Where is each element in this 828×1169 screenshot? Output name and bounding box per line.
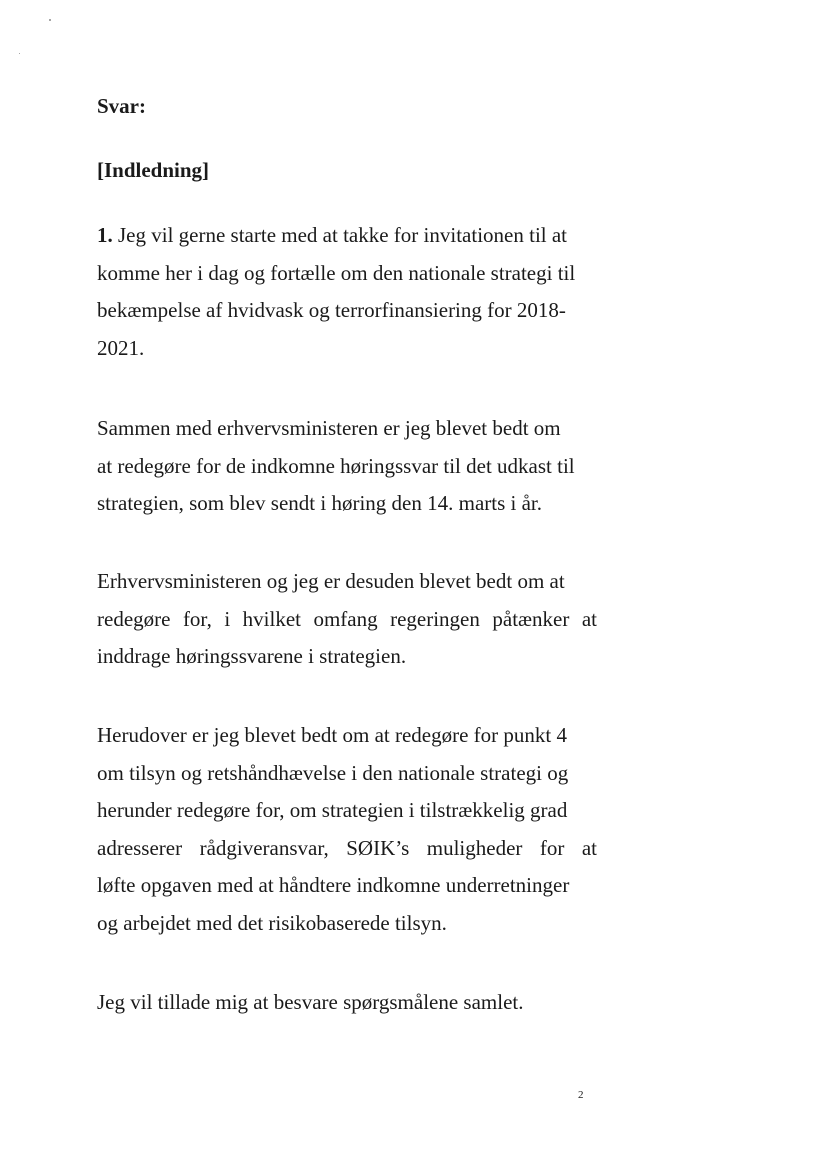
paragraph-line: Erhvervsministeren og jeg er desuden blevet bedt om at: [97, 569, 565, 593]
scan-speck: [19, 53, 20, 54]
intro-heading: [Indledning]: [97, 158, 210, 182]
paragraph-number: 1.: [97, 223, 113, 247]
paragraph-line-text: Jeg vil gerne starte med at takke for invitationen til at: [112, 223, 568, 247]
paragraph-line: Herudover er jeg blevet bedt om at redegøre for punkt 4: [97, 723, 567, 747]
scan-speck: [49, 19, 51, 21]
paragraph-line: og arbejdet med det risikobaserede tilsyn.: [97, 910, 447, 935]
paragraph-3: [97, 563, 597, 676]
paragraph-line: redegøre for, i hvilket omfang regeringen påtænker at: [97, 606, 597, 631]
paragraph-line: Sammen med erhvervsministeren er jeg blevet bedt om: [97, 416, 561, 440]
paragraph-line: at redegøre for de indkomne høringssvar til det udkast til: [97, 453, 575, 478]
paragraph-5: [97, 984, 524, 1022]
paragraph-2: [97, 410, 575, 523]
answer-heading: Svar:: [97, 94, 146, 118]
paragraph-line: løfte opgaven med at håndtere indkomne underretninger: [97, 873, 570, 897]
paragraph-line: 2021.: [97, 335, 145, 360]
page-number: 2: [578, 1089, 584, 1101]
paragraph-line: Jeg vil tillade mig at besvare spørgsmålene samlet.: [97, 990, 524, 1014]
paragraph-1: [97, 217, 575, 367]
paragraph-line: om tilsyn og retshåndhævelse i den nationale strategi og: [97, 760, 569, 785]
paragraph-line: komme her i dag og fortælle om den nationale strategi til: [97, 260, 576, 285]
paragraph-line: bekæmpelse af hvidvask og terrorfinansiering for 2018-: [97, 298, 566, 322]
paragraph-4: [97, 717, 597, 942]
paragraph-line: inddrage høringssvarene i strategien.: [97, 644, 407, 668]
paragraph-line: herunder redegøre for, om strategien i tilstrækkelig grad: [97, 798, 568, 822]
paragraph-line: [97, 217, 575, 255]
paragraph-line: strategien, som blev sendt i høring den 14. marts i år.: [97, 491, 542, 515]
paragraph-line: adresserer rådgiveransvar, SØIK’s muligheder for at: [97, 835, 597, 860]
